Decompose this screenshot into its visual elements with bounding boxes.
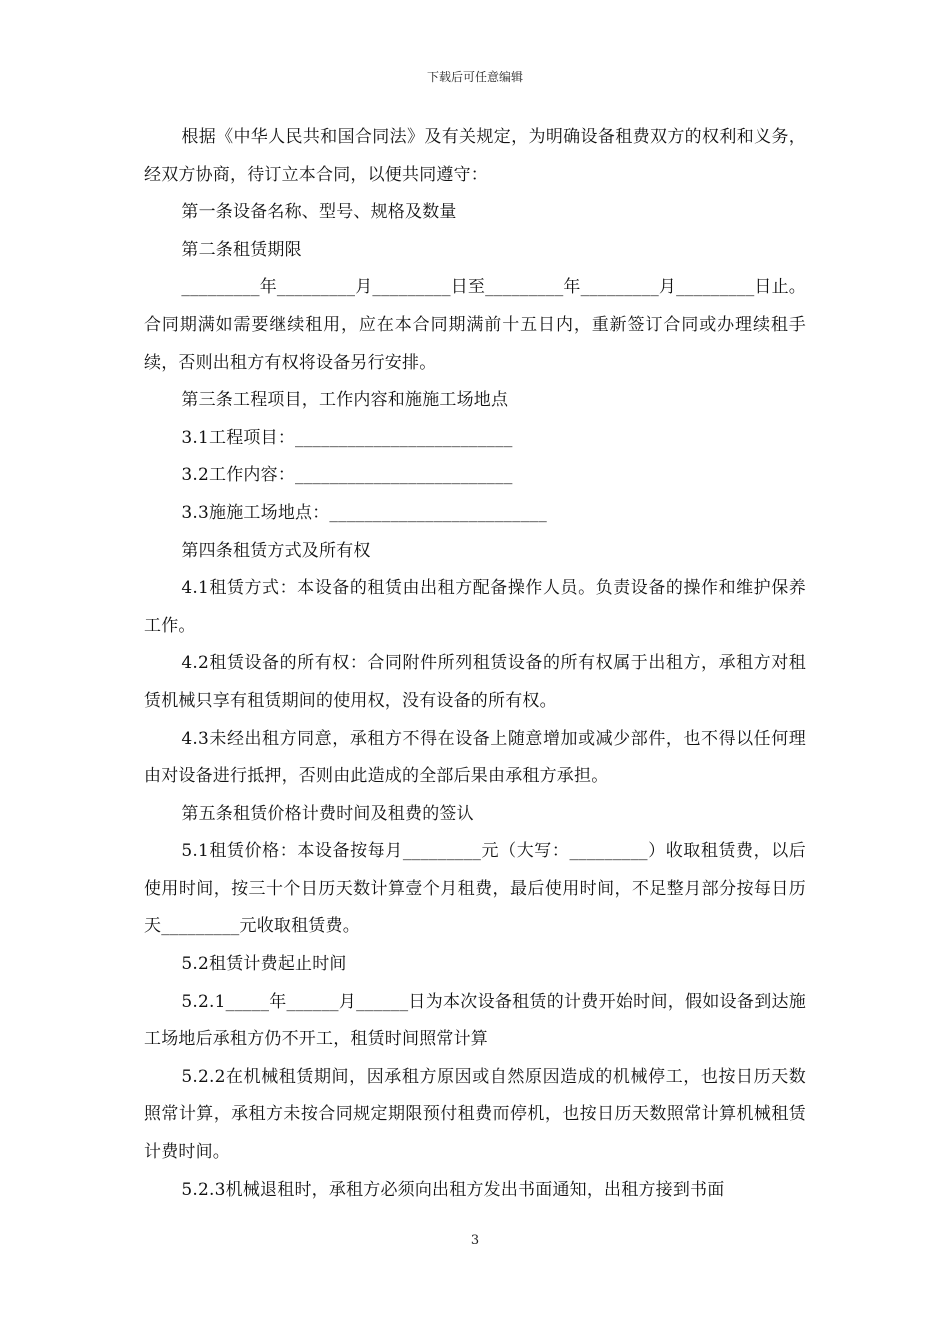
page-header: 下载后可任意编辑 bbox=[426, 70, 523, 84]
heading-article-5: 第五条租赁价格计费时间及租费的签认 bbox=[181, 803, 474, 824]
paragraph-lease-term: _________年_________月_________日至_________年_________月_________日止。合同期满如需要继续租用，应在本合同期满前十五日内，重新签订合同或办理续租手续，否则出租方有权将设备另行安排。 bbox=[144, 277, 806, 373]
document-body bbox=[144, 119, 806, 1209]
heading-article-2: 第二条租赁期限 bbox=[181, 239, 302, 260]
paragraph-5-2-2: 5.2.2在机械租赁期间，因承租方原因或自然原因造成的机械停工，也按日历天数照常计算，承租方未按合同规定期限预付租费而停机，也按日历天数照常计算机械租赁计费时间。 bbox=[144, 1066, 806, 1163]
paragraph-5-2-1: 5.2.1_____年______月______日为本次设备租赁的计费开始时间，假如设备到达施工场地后承租方仍不开工，租赁时间照常计算 bbox=[144, 991, 806, 1050]
field-project: 3.1工程项目：_________________________ bbox=[181, 427, 513, 448]
paragraph-5-2-3: 5.2.3机械退租时，承租方必须向出租方发出书面通知，出租方接到书面 bbox=[181, 1179, 725, 1200]
paragraph-4-3: 4.3未经出租方同意，承租方不得在设备上随意增加或减少部件，也不得以任何理由对设备进行抵押，否则由此造成的全部后果由承租方承担。 bbox=[144, 728, 806, 787]
heading-article-4: 第四条租赁方式及所有权 bbox=[181, 540, 371, 561]
heading-article-3: 第三条工程项目，工作内容和施施工场地点 bbox=[181, 390, 509, 411]
field-site-location: 3.3施施工场地点：_________________________ bbox=[181, 502, 547, 523]
paragraph-4-2: 4.2租赁设备的所有权：合同附件所列租赁设备的所有权属于出租方，承租方对租赁机械只享有租赁期间的使用权，没有设备的所有权。 bbox=[144, 653, 806, 711]
page-number: 3 bbox=[470, 1233, 480, 1248]
heading-article-1: 第一条设备名称、型号、规格及数量 bbox=[181, 202, 457, 223]
field-work-content: 3.2工作内容：_________________________ bbox=[181, 465, 513, 486]
paragraph-4-1: 4.1租赁方式：本设备的租赁由出租方配备操作人员。负责设备的操作和维护保养工作。 bbox=[144, 578, 806, 636]
paragraph-5-1: 5.1租赁价格：本设备按每月_________元（大写：_________）收取租赁费，以后使用时间，按三十个日历天数计算壹个月租费，最后使用时间，不足整月部分按每日历天_________元收取租赁费。 bbox=[144, 841, 806, 937]
heading-5-2: 5.2租赁计费起止时间 bbox=[181, 954, 347, 975]
paragraph-intro: 根据《中华人民共和国合同法》及有关规定，为明确设备租费双方的权利和义务，经双方协商，待订立本合同，以便共同遵守： bbox=[144, 127, 806, 185]
